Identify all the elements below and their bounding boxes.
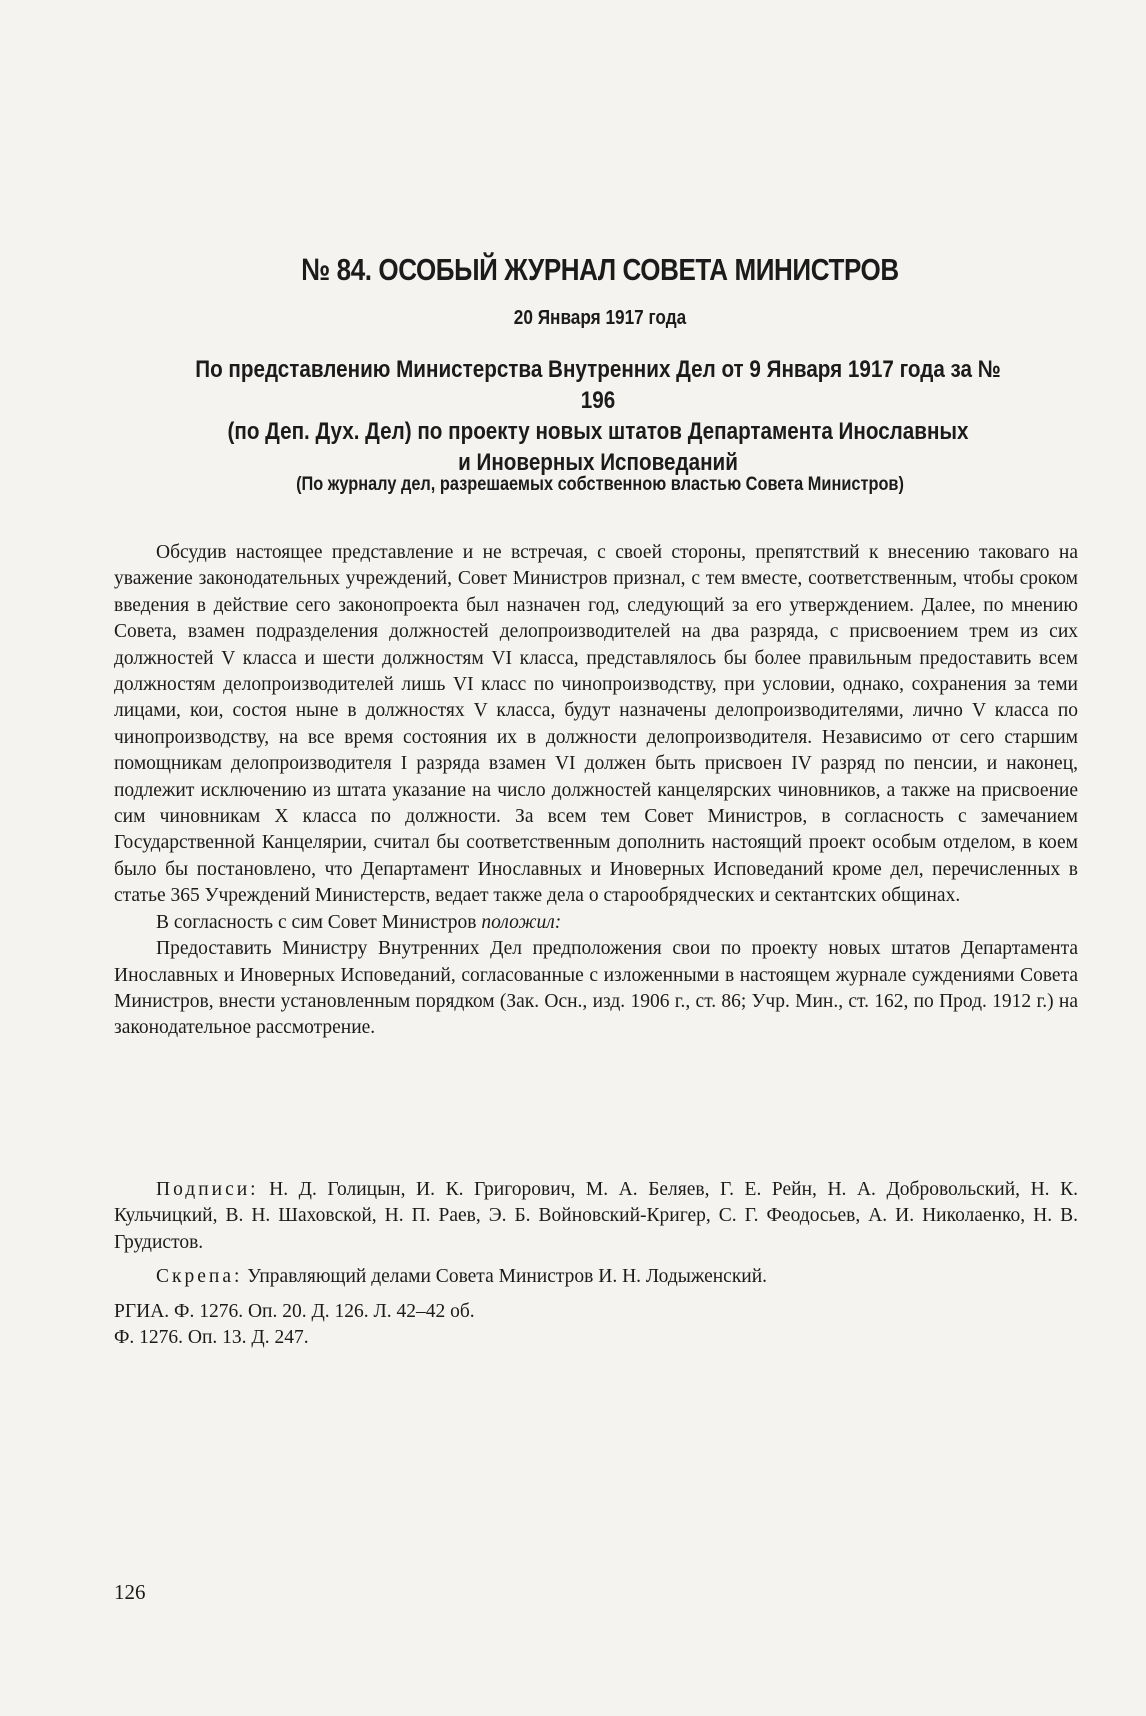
document-title: № 84. ОСОБЫЙ ЖУРНАЛ СОВЕТА МИНИСТРОВ [301,252,899,287]
body-paragraph-2 [114,910,1078,936]
document-body [114,540,1078,1042]
body-paragraph-1: Обсудив настоящее представление и не встречая, с своей стороны, препятствий к внесению таковаго на уважение законодательных учреждений, Совет Министров признал, с тем вместе, соответственным, чтобы сроком введения в действие сего законопроекта был назначен год, следующий за его утверждением. Далее, по мнению Совета, взамен подразделения должностей делопроизводителей на два разряда, с присвоением трем из сих должностей V класса и шести должностям VI класса, представлялось бы более правильным предоставить всем должностям делопроизводителей лишь VI класс по чинопроизводству, при условии, однако, сохранения за теми лицами, кои, состоя ныне в должностях V класса, будут назначены делопроизводителями, лично V класса по чинопроизводству, на все время состояния их в должности делопроизводителя. Независимо от сего старшим помощникам делопроизводителя I разряда взамен VI должен быть присвоен IV разряд по пенсии, и наконец, подлежит исключению из штата указание на число должностей канцелярских чиновников, а также на присвоение сим чиновникам X класса по должности. За всем тем Совет Министров, в согласность с замечанием Государственной Канцелярии, считал бы соответственным дополнить настоящий проект особым отделом, в коем было бы постановлено, что Департамент Инославных и Иноверных Исповеданий кроме дел, перечисленных в статье 365 Учреждений Министерств, ведает также дела о старообрядческих и сектантских общинах. [114,542,1078,907]
paragraph-2-italic: положил: [481,911,562,933]
paragraph-2-text: В согласность с сим Совет Министров [156,911,482,933]
signatures-label: Подписи: [156,1179,259,1200]
document-date: 20 Января 1917 года [513,307,687,329]
skrepa-label: Скрепа: [156,1266,243,1288]
skrepa-paragraph [114,1264,1078,1290]
page-number: 126 [114,1580,146,1604]
archive-line-2: Ф. 1276. Оп. 13. Д. 247. [114,1327,309,1349]
body-paragraph-3: Предоставить Министру Внутренних Дел предположения свои по проекту новых штатов Департамента Инославных и Иноверных Исповеданий, согласованные с изложенными в настоящем журнале суждениями Совета Министров, внести установленным порядком (Зак. Осн., изд. 1906 г., ст. 86; Учр. Мин., ст. 162, по Прод. 1912 г.) на законодательное рассмотрение. [114,938,1078,1039]
signatures-block [114,1177,1078,1351]
skrepa-text: Управляющий делами Совета Министров И. Н. Лодыженский. [247,1266,768,1288]
signatures-paragraph [114,1177,1078,1256]
subject-line-2: (по Деп. Дух. Дел) по проекту новых штатов Департамента Инославных [227,418,969,445]
subject-line-1: По представлению Министерства Внутренних Дел от 9 Января 1917 года за № 196 [195,356,1001,414]
subject-line-3: и Иноверных Исповеданий [458,449,738,476]
document-subject [177,354,1020,478]
archive-line-1: РГИА. Ф. 1276. Оп. 20. Д. 126. Л. 42–42 об. [114,1300,475,1322]
journal-note: (По журналу дел, разрешаемых собственною властью Совета Министров) [296,474,904,495]
signatures-names: Н. Д. Голицын, И. К. Григорович, М. А. Беляев, Г. Е. Рейн, Н. А. Добровольский, Н. К. Кульчицкий, В. Н. Шаховской, Н. П. Раев, Э. Б. Войновский-Кригер, С. Г. Феодосьев, А. И. Николаенко, Н. В. Грудистов. [114,1179,1079,1253]
